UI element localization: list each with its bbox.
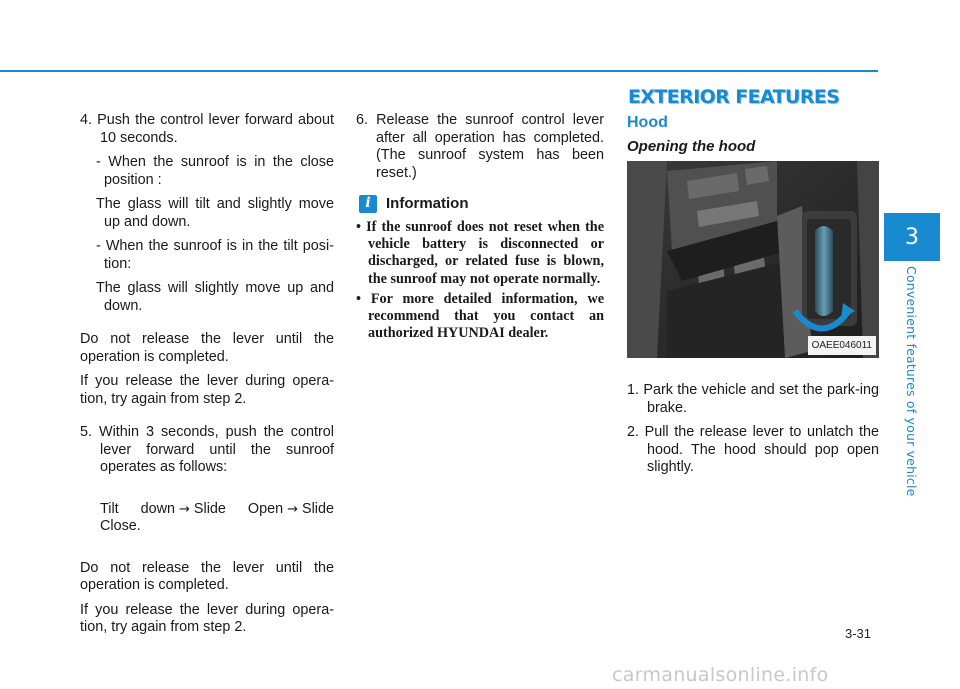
step-4-tilt-case: - When the sunroof is in the tilt posi-tion: (96, 238, 334, 272)
sequence-slide-close: Slide Close. (100, 500, 334, 534)
column-middle (356, 112, 604, 345)
hood-release-lever-photo (627, 161, 879, 358)
note-release-lever-2: Do not release the lever until the operation is completed. (80, 559, 334, 593)
step-5: 5. Within 3 seconds, push the control lever forward until the sunroof operates as follows: (80, 424, 334, 475)
arrow-right-icon: → (287, 501, 298, 517)
section-title: EXTERIOR FEATURES (628, 86, 840, 108)
hood-release-illustration (627, 161, 879, 358)
information-bullet: • For more detailed information, we recommend that you contact an authorized HYUNDAI dealer. (356, 290, 604, 342)
header-rule (0, 70, 878, 72)
page-number: 3-31 (845, 626, 872, 641)
information-list (356, 219, 604, 342)
chapter-title: Convenient features of your vehicle (904, 266, 919, 497)
note-retry: If you release the lever during opera-tion, try again from step 2. (80, 373, 334, 407)
step-4-close-result: The glass will tilt and slightly move up and down. (96, 196, 334, 230)
note-release-lever: Do not release the lever until the operation is completed. (80, 331, 334, 365)
note-retry-2: If you release the lever during opera-tion, try again from step 2. (80, 601, 334, 635)
opening-hood-subheading: Opening the hood (627, 137, 756, 155)
arrow-right-icon: → (179, 501, 190, 517)
column-right (627, 112, 879, 477)
information-bullet: • If the sunroof does not reset when the vehicle battery is disconnected or discharged, or related fuse is blown, the sunroof may not operate normally. (356, 219, 604, 287)
step-4-close-case: - When the sunroof is in the close position : (96, 154, 334, 188)
hood-step-2: 2. Pull the release lever to unlatch the hood. The hood should pop open slightly. (627, 424, 879, 475)
information-label: Information (386, 195, 469, 213)
watermark: carmanualsonline.info (612, 664, 829, 686)
hood-heading: Hood (627, 114, 668, 131)
step-4: 4. Push the control lever forward about 10 seconds. (80, 112, 334, 146)
sequence-tilt-down: Tilt down (100, 500, 176, 517)
information-icon: i (359, 195, 377, 213)
step-4-tilt-result: The glass will slightly move up and down. (96, 280, 334, 314)
figure-code: OAEE046011 (808, 336, 876, 356)
column-left (80, 112, 334, 637)
hood-step-1: 1. Park the vehicle and set the park-ing brake. (627, 382, 879, 416)
step-6: 6. Release the sunroof control lever after all operation has completed. (The sunroof system has been reset.) (356, 112, 604, 181)
operation-sequence (80, 501, 334, 536)
information-box-title (356, 195, 604, 213)
sequence-slide-open: Slide Open (193, 500, 284, 517)
chapter-tab: 3 (884, 213, 940, 261)
